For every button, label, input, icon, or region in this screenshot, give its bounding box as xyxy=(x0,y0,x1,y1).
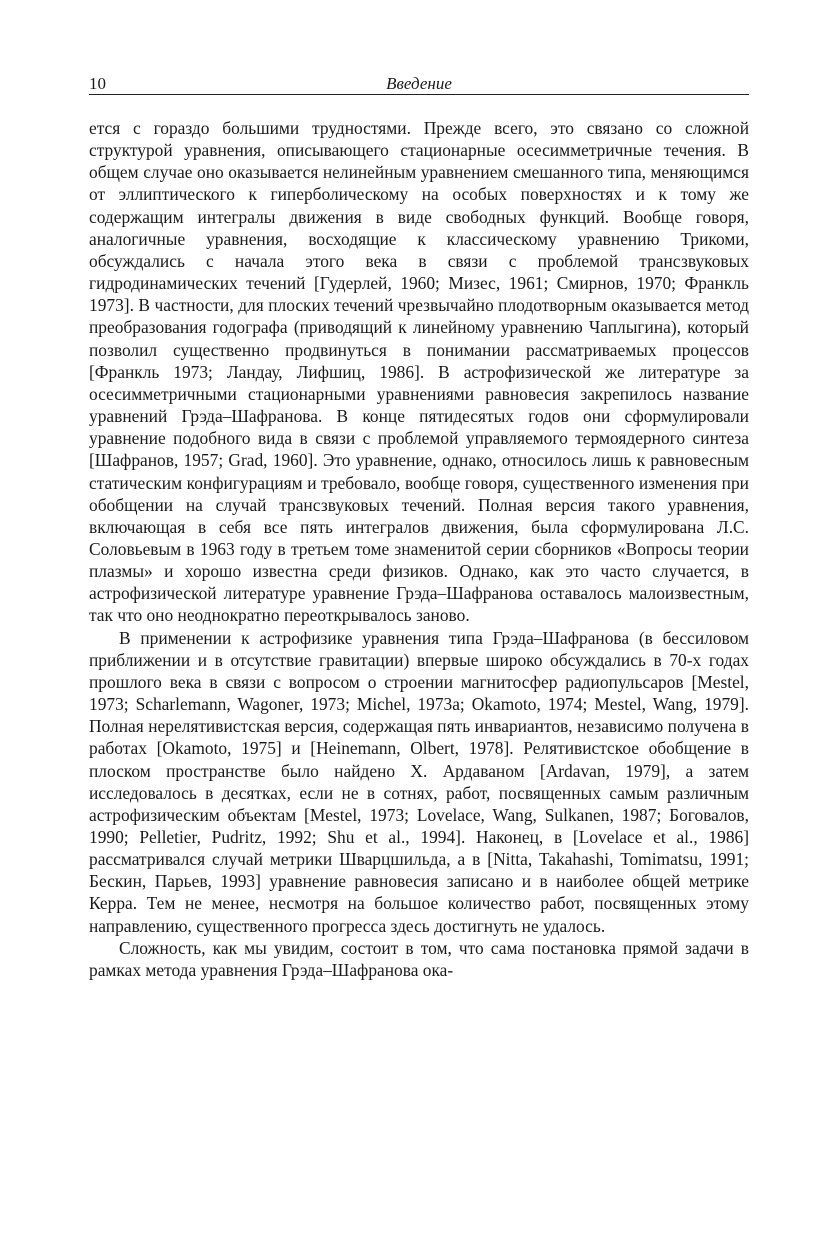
body-text xyxy=(89,117,749,981)
running-head xyxy=(89,72,749,95)
page-number: 10 xyxy=(89,74,106,93)
running-title: Введение xyxy=(386,74,452,93)
paragraph-continuation: ется с гораздо большими трудностями. Прежде всего, это связано со сложной структурой уравнения, описывающего стационарные осесимметричные течения. В общем случае оно оказывается нелинейным уравнением смешанного типа, меняющимся от эллиптического к гиперболическому на особых поверхностях и к тому же содержащим интегралы движения в виде свободных функций. Вообще говоря, аналогичные уравнения, восходящие к классическому уравнению Трикоми, обсуждались с начала этого века в связи с проблемой трансзвуковых гидродинамических течений [Гудерлей, 1960; Мизес, 1961; Смирнов, 1970; Франкль 1973]. В частности, для плоских течений чрезвычайно плодотворным оказывается метод преобразования годографа (приводящий к линейному уравнению Чаплыгина), который позволил существенно продвинуться в понимании рассматриваемых процессов [Франкль 1973; Ландау, Лифшиц, 1986]. В астрофизической же литературе за осесимметричными стационарными уравнениями равновесия закрепилось название уравнений Грэда–Шафранова. В конце пятидесятых годов они сформулировали уравнение подобного вида в связи с проблемой управляемого термоядерного синтеза [Шафранов, 1957; Grad, 1960]. Это уравнение, однако, относилось лишь к равновесным статическим конфигурациям и требовало, вообще говоря, существенного изменения при обобщении на случай трансзвуковых течений. Полная версия такого уравнения, включающая в себя все пять интегралов движения, была сформулирована Л.С. Соловьевым в 1963 году в третьем томе знаменитой серии сборников «Вопросы теории плазмы» и хорошо известна среди физиков. Однако, как это часто случается, в астрофизической литературе уравнение Грэда–Шафранова оставалось малоизвестным, так что оно неоднократно переоткрывалось заново. xyxy=(89,118,749,626)
paragraph-astrophysics-applications: В применении к астрофизике уравнения типа Грэда–Шафранова (в бессиловом приближении и в отсутствие гравитации) впервые широко обсуждались в 70-х годах прошлого века в связи с вопросом о строении магнитосфер радиопульсаров [Mestel, 1973; Scharlemann, Wagoner, 1973; Michel, 1973a; Okamoto, 1974; Mestel, Wang, 1979]. Полная нерелятивистская версия, содержащая пять инвариантов, независимо получена в работах [Okamoto, 1975] и [Heinemann, Olbert, 1978]. Релятивистское обобщение в плоском пространстве было найдено Х. Ардаваном [Ardavan, 1979], а затем исследовалось в десятках, если не в сотнях, работ, посвященных самым различным астрофизическим объектам [Mestel, 1973; Lovelace, Wang, Sulkanen, 1987; Боговалов, 1990; Pelletier, Pudritz, 1992; Shu et al., 1994]. Наконец, в [Lovelace et al., 1986] рассматривался случай метрики Шварцшильда, а в [Nitta, Takahashi, Tomimatsu, 1991; Бескин, Парьев, 1993] уравнение равновесия записано и в наиболее общей метрике Керра. Тем не менее, несмотря на большое количество работ, посвященных этому направлению, существенного прогресса здесь достигнуть не удалось. xyxy=(89,627,749,936)
paragraph-complexity: Сложность, как мы увидим, состоит в том, что сама постановка прямой задачи в рамках метода уравнения Грэда–Шафранова ока- xyxy=(89,937,749,980)
book-page xyxy=(89,72,749,981)
